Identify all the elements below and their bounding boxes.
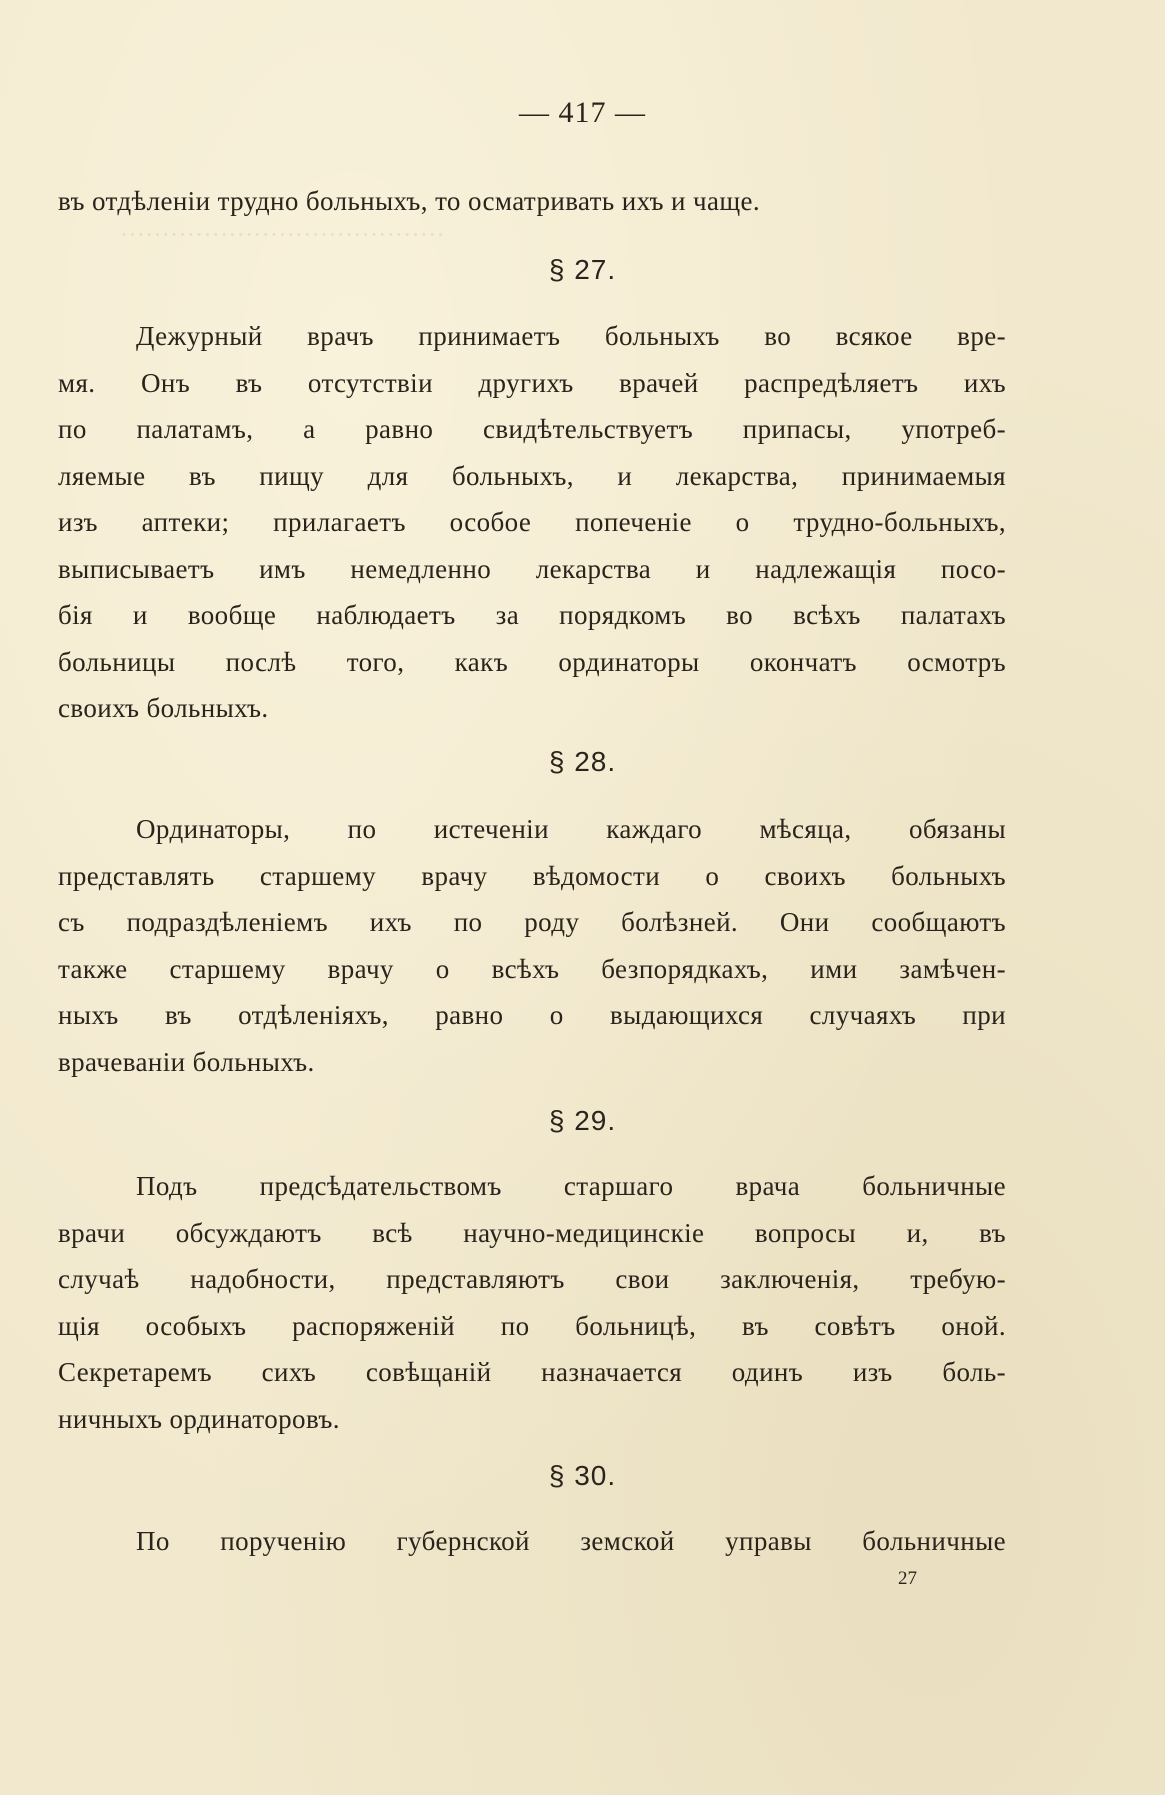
- signature-mark: 27: [898, 1568, 917, 1589]
- text-line: также старшему врачу о всѣхъ безпорядкахъ, ими замѣчен-: [58, 953, 1006, 984]
- text-line: ныхъ въ отдѣленіяхъ, равно о выдающихся случаяхъ при: [58, 1000, 1006, 1030]
- continuation-paragraph: [58, 178, 1006, 225]
- text-line: больницы послѣ того, какъ ординаторы окончатъ осмотръ: [58, 646, 1006, 677]
- text-line: По порученію губернской земской управы больничные: [136, 1526, 1006, 1556]
- section-heading-27: § 27.: [548, 254, 617, 285]
- text-line: въ отдѣленіи трудно больныхъ, то осматривать ихъ и чаще.: [58, 186, 761, 216]
- text-line: представлять старшему врачу вѣдомости о своихъ больныхъ: [58, 860, 1006, 891]
- text-line: изъ аптеки; прилагаетъ особое попеченіе о трудно-больныхъ,: [58, 507, 1006, 537]
- text-line: своихъ больныхъ.: [58, 693, 269, 723]
- section-heading-30: § 30.: [548, 1460, 617, 1491]
- text-line: Дежурный врачъ принимаетъ больныхъ во всякое вре-: [136, 321, 1006, 351]
- text-line: щія особыхъ распоряженій по больницѣ, въ совѣтъ оной.: [58, 1310, 1006, 1341]
- text-line: по палатамъ, а равно свидѣтельствуетъ припасы, употреб-: [58, 414, 1006, 444]
- bleed-through-decoration: ·······································: [120, 222, 445, 249]
- text-line: ничныхъ ординаторовъ.: [58, 1403, 340, 1434]
- page-number: — 417 —: [519, 96, 646, 129]
- text-line: случаѣ надобности, представляютъ свои заключенія, требую-: [58, 1264, 1006, 1294]
- text-line: Ординаторы, по истеченіи каждаго мѣсяца, обязаны: [136, 814, 1006, 844]
- section-30-paragraph: [58, 1518, 1006, 1565]
- text-line: Секретаремъ сихъ совѣщаній назначается одинъ изъ боль-: [58, 1357, 1006, 1387]
- section-28-paragraph: [58, 806, 1006, 1085]
- section-29-paragraph: [58, 1163, 1006, 1442]
- text-line: мя. Онъ въ отсутствіи другихъ врачей распредѣляетъ ихъ: [58, 367, 1006, 398]
- text-line: врачеваніи больныхъ.: [58, 1046, 315, 1077]
- text-line: выписываетъ имъ немедленно лекарства и надлежащія посо-: [58, 553, 1006, 584]
- section-heading-29: § 29.: [548, 1105, 617, 1136]
- text-line: врачи обсуждаютъ всѣ научно-медицинскіе вопросы и, въ: [58, 1217, 1006, 1248]
- section-27-paragraph: [58, 313, 1006, 732]
- text-line: съ подраздѣленіемъ ихъ по роду болѣзней. Они сообщаютъ: [58, 907, 1006, 937]
- section-heading-28: § 28.: [548, 746, 617, 777]
- text-line: бія и вообще наблюдаетъ за порядкомъ во всѣхъ палатахъ: [58, 600, 1006, 630]
- text-line: Подъ предсѣдательствомъ старшаго врача больничные: [136, 1171, 1006, 1201]
- text-line: ляемые въ пищу для больныхъ, и лекарства, принимаемыя: [58, 460, 1006, 491]
